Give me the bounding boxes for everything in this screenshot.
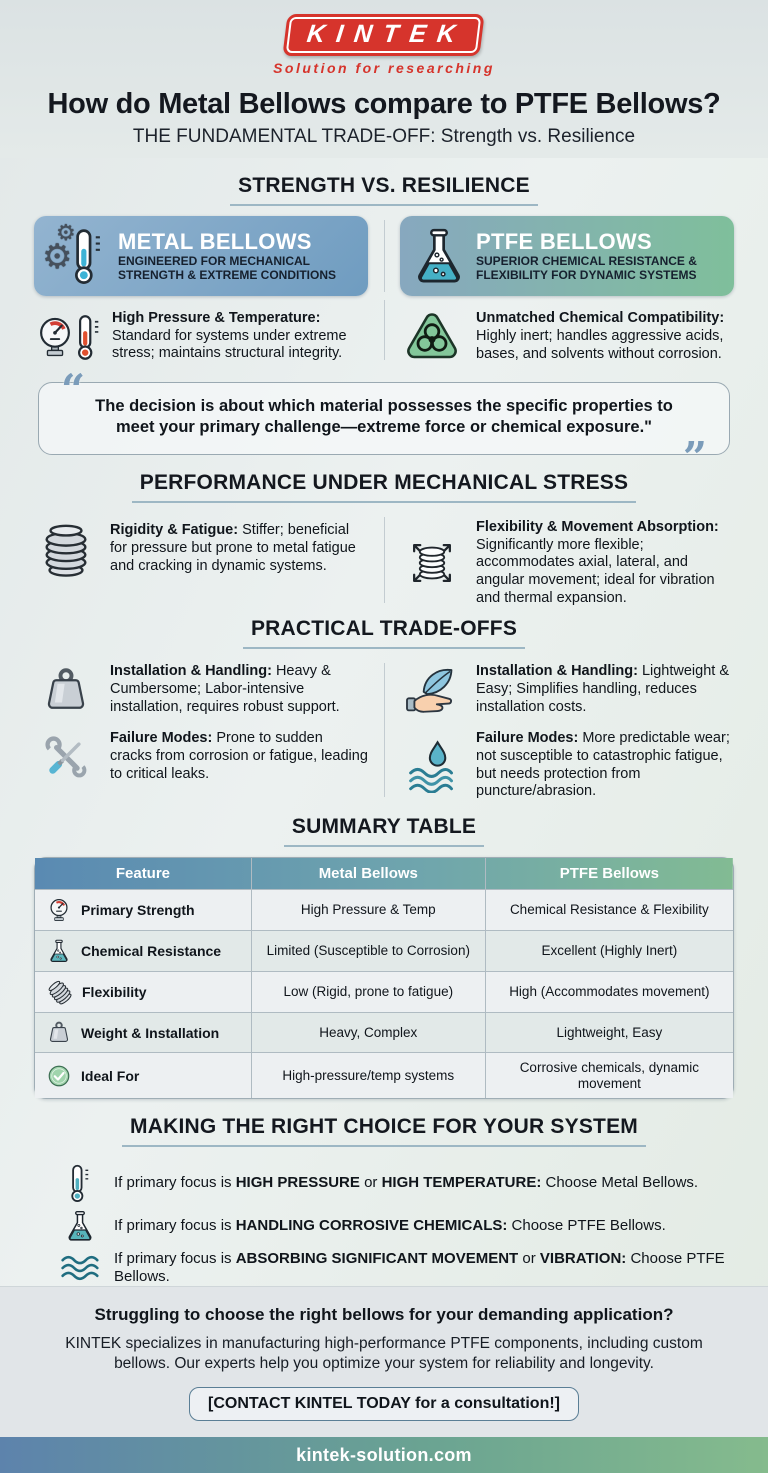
spring-icon bbox=[42, 974, 78, 1010]
summary-table bbox=[34, 857, 734, 1099]
table-row: Ideal For High-pressure/temp systems Corrosive chemicals, dynamic movement bbox=[35, 1053, 733, 1099]
section-heading-choice: MAKING THE RIGHT CHOICE FOR YOUR SYSTEM bbox=[122, 1115, 646, 1147]
page-title: How do Metal Bellows compare to PTFE Bellows? bbox=[47, 88, 721, 120]
feather-hand-icon bbox=[400, 665, 464, 715]
cta-heading: Struggling to choose the right bellows for your demanding application? bbox=[94, 1305, 674, 1325]
ptfe-card-subtitle: SUPERIOR CHEMICAL RESISTANCE & FLEXIBILITY FOR DYNAMIC SYSTEMS bbox=[476, 253, 697, 282]
header bbox=[0, 0, 768, 158]
section-heading-tradeoffs: PRACTICAL TRADE-OFFS bbox=[243, 617, 525, 649]
contact-button[interactable]: [CONTACT KINTEL TODAY for a consultation!] bbox=[189, 1387, 579, 1421]
tradeoffs-row bbox=[34, 659, 734, 801]
gear-icon: ⚙ bbox=[56, 220, 76, 245]
spring-icon bbox=[34, 519, 98, 579]
main-content bbox=[0, 158, 768, 1286]
metal-tradeoff-failure: Failure Modes: Prone to sudden cracks from corrosion or fatigue, leading to critical leaks. bbox=[34, 730, 368, 783]
gear-icon: ⚙ bbox=[42, 238, 73, 276]
waves-icon bbox=[60, 1254, 100, 1282]
ptfe-stress-point: Flexibility & Movement Absorption: Significantly more flexible; accommodates axial, lateral, and angular movement; ideal for vibration and thermal expansion. bbox=[400, 519, 734, 607]
open-quote-icon: “ bbox=[61, 365, 86, 414]
kintek-logo bbox=[283, 14, 485, 56]
metal-stress-point: Rigidity & Fatigue: Stiffer; beneficial for pressure but prone to metal fatigue and cracking in dynamic systems. bbox=[34, 519, 368, 579]
quote-text: The decision is about which material possesses the specific properties to meet your primary challenge—extreme force or chemical exposure." bbox=[95, 397, 673, 437]
strength-points-row bbox=[34, 296, 734, 364]
choice-item: If primary focus is HIGH PRESSURE or HIGH TEMPERATURE: Choose Metal Bellows. bbox=[60, 1164, 734, 1202]
close-quote-icon: ” bbox=[682, 432, 707, 482]
cta-body: KINTEK specializes in manufacturing high-performance PTFE components, including custom bellows. Our experts help you optimize your system for reliability and longevity. bbox=[65, 1335, 703, 1373]
stress-points-row bbox=[34, 513, 734, 607]
ptfe-tradeoff-install: Installation & Handling: Lightweight & Easy; Simplifies handling, reduces installation costs. bbox=[400, 663, 734, 716]
brand-tagline: Solution for researching bbox=[273, 60, 495, 76]
gauge-icon bbox=[47, 897, 71, 923]
biohazard-icon bbox=[400, 310, 464, 364]
flask-icon bbox=[410, 226, 468, 286]
gauge-thermometer-icon bbox=[34, 314, 100, 360]
metal-card-subtitle: ENGINEERED FOR MECHANICAL STRENGTH & EXTREME CONDITIONS bbox=[118, 253, 337, 282]
choice-item: If primary focus is HANDLING CORROSIVE CHEMICALS: Choose PTFE Bellows. bbox=[60, 1209, 734, 1243]
drop-waves-icon bbox=[400, 739, 464, 793]
ptfe-tradeoff-failure: Failure Modes: More predictable wear; not susceptible to catastrophic fatigue, but needs protection from puncture/abrasion. bbox=[400, 730, 734, 801]
table-row: Chemical Resistance Limited (Susceptible to Corrosion) Excellent (Highly Inert) bbox=[35, 931, 733, 972]
comparison-cards-row bbox=[34, 216, 734, 296]
gears-thermometer-icon bbox=[42, 220, 110, 288]
flask-icon bbox=[47, 938, 71, 964]
table-row: Primary Strength High Pressure & Temp Chemical Resistance & Flexibility bbox=[35, 890, 733, 931]
weight-icon bbox=[34, 665, 98, 715]
metal-tradeoff-install: Installation & Handling: Heavy & Cumbersome; Labor-intensive installation, requires robust support. bbox=[34, 663, 368, 716]
weight-icon bbox=[47, 1020, 71, 1045]
website-link[interactable]: kintek-solution.com bbox=[296, 1444, 472, 1465]
thermometer-icon bbox=[60, 1164, 100, 1202]
section-heading-summary: SUMMARY TABLE bbox=[284, 815, 484, 847]
check-icon bbox=[47, 1064, 71, 1088]
ptfe-card-title: PTFE BELLOWS bbox=[476, 228, 652, 254]
logo-text: KINTEK bbox=[305, 20, 469, 48]
section-heading-stress: PERFORMANCE UNDER MECHANICAL STRESS bbox=[132, 471, 636, 503]
metal-strength-point: High Pressure & Temperature: Standard for systems under extreme stress; maintains structural integrity. bbox=[34, 310, 368, 363]
table-header-row bbox=[35, 858, 733, 890]
ptfe-bellows-card bbox=[400, 216, 734, 296]
tools-icon bbox=[34, 733, 98, 781]
col-feature: Feature bbox=[115, 865, 171, 883]
metal-bellows-card bbox=[34, 216, 368, 296]
section-heading-strength: STRENGTH VS. RESILIENCE bbox=[230, 174, 538, 206]
flask-icon bbox=[60, 1209, 100, 1243]
footer-bar bbox=[0, 1437, 768, 1473]
cta-section bbox=[0, 1286, 768, 1437]
metal-card-title: METAL BELLOWS bbox=[118, 228, 312, 254]
table-row: Weight & Installation Heavy, Complex Lightweight, Easy bbox=[35, 1013, 733, 1053]
choice-item: If primary focus is ABSORBING SIGNIFICANT MOVEMENT or VIBRATION: Choose PTFE Bellows. bbox=[60, 1250, 734, 1286]
page-subtitle: THE FUNDAMENTAL TRADE-OFF: Strength vs. Resilience bbox=[132, 126, 636, 147]
table-row: Flexibility Low (Rigid, prone to fatigue) High (Accommodates movement) bbox=[35, 972, 733, 1013]
col-ptfe: PTFE Bellows bbox=[485, 858, 733, 890]
col-metal: Metal Bellows bbox=[251, 858, 485, 890]
ptfe-strength-point: Unmatched Chemical Compatibility: Highly inert; handles aggressive acids, bases, and solvents without corrosion. bbox=[400, 310, 734, 364]
bellows-arrows-icon bbox=[400, 532, 464, 594]
